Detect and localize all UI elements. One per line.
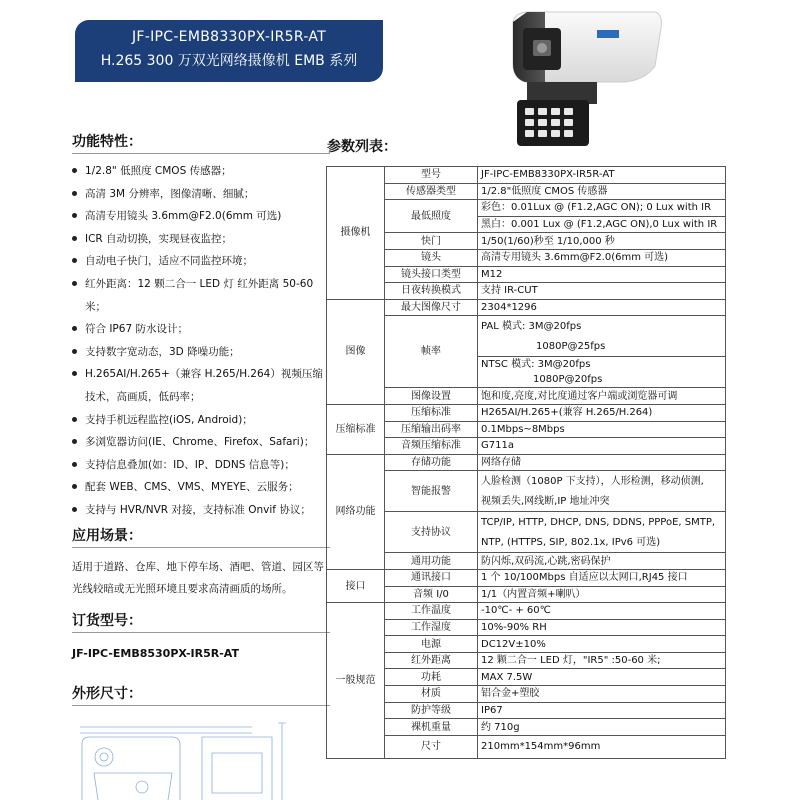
table-row [327,283,726,300]
param-value: 高清专用镜头 3.6mm@F2.0(6mm 可选) [478,249,726,266]
table-row [327,702,726,719]
param-key: 材质 [385,686,478,703]
header-model: JF-IPC-EMB8330PX-IR5R-AT [131,29,327,45]
param-value: 约 710g [478,719,726,736]
table-row [327,233,726,250]
table-row [327,183,726,200]
param-value: 10%-90% RH [478,619,726,636]
list-item: 支持与 HVR/NVR 对接，支持标准 Onvif 协议； [72,499,327,522]
param-key: 工作温度 [385,603,478,620]
list-item: 支持手机远程监控(iOS, Android)； [72,409,327,432]
param-value: NTSC 模式: 3M@20fps [478,357,726,373]
param-value: 1/50(1/60)秒至 1/10,000 秒 [478,233,726,250]
application-text: 适用于道路、仓库、地下停车场、酒吧、管道、园区等光线较暗或无光照环境且要求高清画质的场所。 [72,561,324,595]
group-camera: 摄像机 [327,167,385,300]
list-item: 配套 WEB、CMS、VMS、MYEYE、云服务； [72,476,327,499]
param-value: 支持 IR-CUT [478,283,726,300]
param-value: 1080P@25fps [478,336,726,357]
table-row [327,200,726,217]
header-banner [75,20,383,82]
param-value: G711a [478,438,726,455]
table-row [327,388,726,405]
param-value: 1080P@20fps [478,372,726,388]
table-row [327,569,726,586]
dimensions-rule [72,705,330,706]
param-value: 2304*1296 [478,299,726,316]
table-row [327,299,726,316]
application-title: 应用场景： [72,528,142,544]
param-value: 黑白：0.001 Lux @ (F1.2,AGC ON),0 Lux with IR [478,216,726,233]
list-item: 多浏览器访问(IE、Chrome、Firefox、Safari)； [72,431,327,454]
param-value: 彩色：0.01Lux @ (F1.2,AGC ON); 0 Lux with IR [478,200,726,217]
param-key: 电源 [385,636,478,653]
dimensions-title: 外形尺寸： [72,686,142,702]
features-rule [72,153,330,154]
param-key: 传感器类型 [385,183,478,200]
param-key: 快门 [385,233,478,250]
param-key: 音频压缩标准 [385,438,478,455]
param-value: H265AI/H.265+(兼容 H.265/H.264) [478,404,726,421]
list-item: 高清专用镜头 3.6mm@F2.0(6mm 可选) [72,205,327,228]
table-row [327,553,726,570]
param-key: 最低照度 [385,200,478,233]
list-item: 高清 3M 分辨率，图像清晰、细腻； [72,183,327,206]
param-key: 智能报警 [385,471,478,512]
table-row [327,619,726,636]
param-value: 铝合金+塑胶 [478,686,726,703]
group-network: 网络功能 [327,454,385,569]
table-row [327,686,726,703]
param-value: 12 颗二合一 LED 灯，"IR5" :50-60 米; [478,652,726,669]
param-key: 尺寸 [385,735,478,758]
param-key: 工作湿度 [385,619,478,636]
param-value: IP67 [478,702,726,719]
group-general: 一般规范 [327,603,385,759]
list-item: 支持数字宽动态，3D 降噪功能； [72,341,327,364]
param-key: 图像设置 [385,388,478,405]
param-key: 型号 [385,167,478,184]
table-row [327,421,726,438]
param-value: -10℃- + 60℃ [478,603,726,620]
application-rule [72,547,330,548]
list-item: ICR 自动切换，实现昼夜监控； [72,228,327,251]
param-key: 通用功能 [385,553,478,570]
param-value: 防闪烁,双码流,心跳,密码保护 [478,553,726,570]
table-row [327,471,726,492]
param-value: 网络存储 [478,454,726,471]
table-row [327,669,726,686]
table-row [327,454,726,471]
group-image: 图像 [327,299,385,404]
param-key: 通讯接口 [385,569,478,586]
features-title: 功能特性： [72,134,142,150]
param-key: 帧率 [385,316,478,388]
ordering-model: JF-IPC-EMB8530PX-IR5R-AT [72,647,239,660]
list-item: H.265AI/H.265+（兼容 H.265/H.264）视频压缩技术，高画质，低码率； [72,363,327,408]
table-row [327,512,726,533]
table-row [327,652,726,669]
param-value: 1 个 10/100Mbps 自适应以太网口,RJ45 接口 [478,569,726,586]
camera-product-image [505,8,665,148]
param-key: 日夜转换模式 [385,283,478,300]
param-value: 人脸检测（1080P 下支持），人形检测，移动侦测, [478,471,726,492]
dimension-drawing [72,713,330,800]
table-row [327,438,726,455]
param-key: 镜头接口类型 [385,266,478,283]
param-key: 红外距离 [385,652,478,669]
param-key: 支持协议 [385,512,478,553]
param-value: 视频丢失,网线断,IP 地址冲突 [478,491,726,512]
param-value: PAL 模式: 3M@20fps [478,316,726,337]
table-row [327,167,726,184]
params-table [326,166,726,759]
param-key: 裸机重量 [385,719,478,736]
param-value: 1/2.8"低照度 CMOS 传感器 [478,183,726,200]
table-row [327,636,726,653]
table-row [327,316,726,337]
param-value: JF-IPC-EMB8330PX-IR5R-AT [478,167,726,184]
list-item: 支持信息叠加(如：ID、IP、DDNS 信息等)； [72,454,327,477]
table-row [327,266,726,283]
param-value: 210mm*154mm*96mm [478,735,726,758]
param-value: TCP/IP, HTTP, DHCP, DNS, DDNS, PPPoE, SMTP, [478,512,726,533]
param-value: 0.1Mbps~8Mbps [478,421,726,438]
group-compression: 压缩标准 [327,404,385,454]
table-row [327,586,726,603]
list-item: 符合 IP67 防水设计； [72,318,327,341]
param-key: 最大图像尺寸 [385,299,478,316]
params-title: 参数列表： [327,139,397,155]
param-value: DC12V±10% [478,636,726,653]
param-key: 压缩标准 [385,404,478,421]
param-key: 功耗 [385,669,478,686]
param-key: 存储功能 [385,454,478,471]
table-row [327,719,726,736]
table-row [327,735,726,758]
param-value: 1/1（内置音频+喇叭） [478,586,726,603]
table-row [327,404,726,421]
list-item: 红外距离：12 颗二合一 LED 灯 红外距离 50-60 米； [72,273,327,318]
param-value: 饱和度,亮度,对比度通过客户端或浏览器可调 [478,388,726,405]
param-value: MAX 7.5W [478,669,726,686]
param-key: 镜头 [385,249,478,266]
param-value: M12 [478,266,726,283]
ordering-rule [72,632,330,633]
features-list [72,160,327,522]
list-item: 自动电子快门，适应不同监控环境； [72,250,327,273]
group-interface: 接口 [327,569,385,602]
param-value: NTP, (HTTPS, SIP, 802.1x, IPv6 可选) [478,532,726,553]
param-key: 压缩输出码率 [385,421,478,438]
table-row [327,249,726,266]
ordering-title: 订货型号： [72,613,142,629]
table-row [327,603,726,620]
param-key: 防护等级 [385,702,478,719]
list-item: 1/2.8" 低照度 CMOS 传感器； [72,160,327,183]
header-subtitle: H.265 300 万双光网络摄像机 EMB 系列 [100,53,358,69]
param-key: 音频 I/0 [385,586,478,603]
